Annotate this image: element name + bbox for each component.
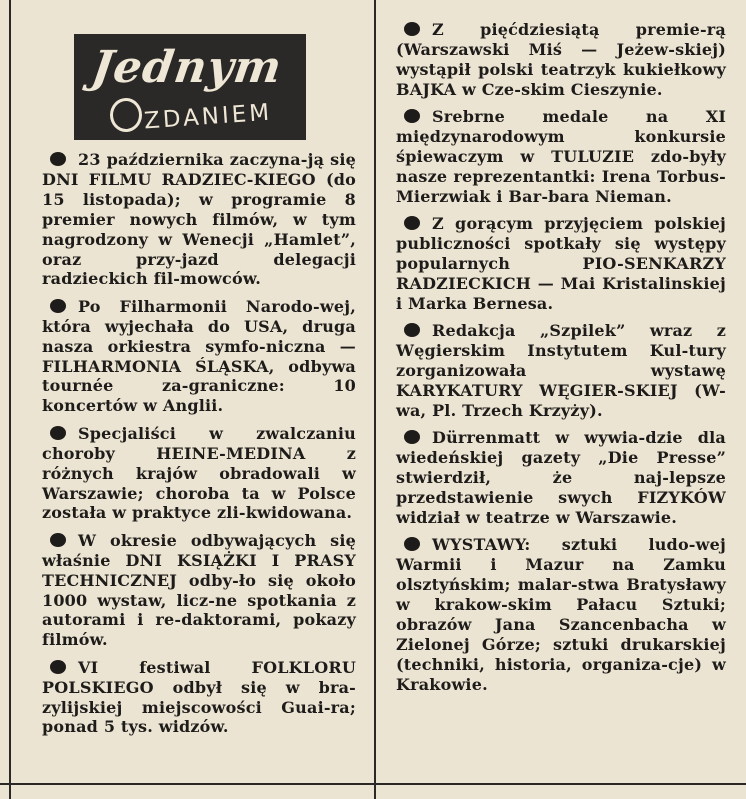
news-item-text: W okresie odbywających się właśnie DNI KSIĄŻKI I PRASY TECHNICZNEJ odby-ło się około 1000 wystaw, licz-ne spotkania z autorami i re-daktorami, pokazy filmów. [42,530,356,650]
masthead-caps-title: ZDANIEM [143,99,273,135]
bullet-icon [50,426,66,440]
section-masthead [74,34,306,140]
bullet-icon [404,537,420,551]
news-item [396,535,726,694]
bullet-icon [404,430,420,444]
bullet-icon [404,216,420,230]
news-item [396,214,726,314]
news-item-text: Z gorącym przyjęciem polskiej publiczności spotkały się występy popularnych PIO-SENKARZY RADZIECKICH — Mai Kristalinskiej i Marka Bernesa. [396,214,726,313]
masthead-oval-ornament [110,98,142,132]
news-item [42,297,356,416]
left-column-rule [9,0,11,799]
news-item-text: Redakcja „Szpilek” wraz z Węgierskim Instytutem Kul-tury zorganizowała wystawę KARYKATURY WĘGIER-SKIEJ (W-wa, Pl. Trzech Krzyży). [396,321,726,420]
right-column [396,20,726,702]
news-item-text: Z pięćdziesiątą premie-rą (Warszawski Miś — Jeżew-skiej) wystąpił polski teatrzyk kukiełkowy BAJKA w Cze-skim Cieszynie. [396,20,726,99]
bullet-icon [404,323,420,337]
news-item-text: Specjaliści w zwalczaniu choroby HEINE-MEDINA z różnych krajów obradowali w Warszawie; choroba ta w Polsce została w praktyce zli-kwidowana. [42,423,356,523]
news-item-text: Po Filharmonii Narodo-wej, która wyjechała do USA, druga nasza orkiestra symfo-niczna — FILHARMONIA ŚLĄSKA, odbywa tournée za-graniczne: 10 koncertów w Anglii. [42,296,356,416]
bullet-icon [50,533,66,547]
bullet-icon [50,299,66,313]
news-item [396,107,726,207]
news-item [42,658,356,738]
news-item [396,321,726,421]
bullet-icon [50,660,66,674]
news-item [396,20,726,100]
news-item-text: WYSTAWY: sztuki ludo-wej Warmii i Mazur na Zamku olsztyńskim; malar-stwa Bratysławy w krakow-skim Pałacu Sztuki; obrazów Jana Szancenbacha w Zielonej Górze; sztuki drukarskiej (techniki, historia, organiza-cje) w Krakowie. [396,535,726,694]
bullet-icon [50,152,66,166]
bottom-rule [0,783,746,785]
bullet-icon [404,22,420,36]
news-item [42,150,356,289]
news-item [42,424,356,524]
news-item [396,428,726,528]
left-column [42,150,356,745]
news-item-text: VI festiwal FOLKLORU POLSKIEGO odbył się w bra-zylijskiej miejscowości Guai-ra; ponad 5 tys. widzów. [42,657,356,737]
news-item-text: Dürrenmatt w wywia-dzie dla wiedeńskiej gazety „Die Presse” stwierdził, że naj-lepsze przedstawienie swych FIZYKÓW widział w teatrze w Warszawie. [396,428,726,527]
news-item [42,531,356,650]
news-item-text: 23 października zaczyna-ją się DNI FILMU RADZIEC-KIEGO (do 15 listopada); w programie 8 premier nowych filmów, w tym nagrodzony w Wenecji „Hamlet”, oraz przy-jazd delegacji radzieckich fil-mowców. [42,150,356,289]
bullet-icon [404,109,420,123]
center-column-rule [374,0,376,799]
masthead-script-title: Jednym [88,42,286,93]
news-item-text: Srebrne medale na XI międzynarodowym konkursie śpiewaczym w TULUZIE zdo-były nasze reprezentantki: Irena Torbus-Mierzwiak i Bar-bara Nieman. [396,107,726,206]
